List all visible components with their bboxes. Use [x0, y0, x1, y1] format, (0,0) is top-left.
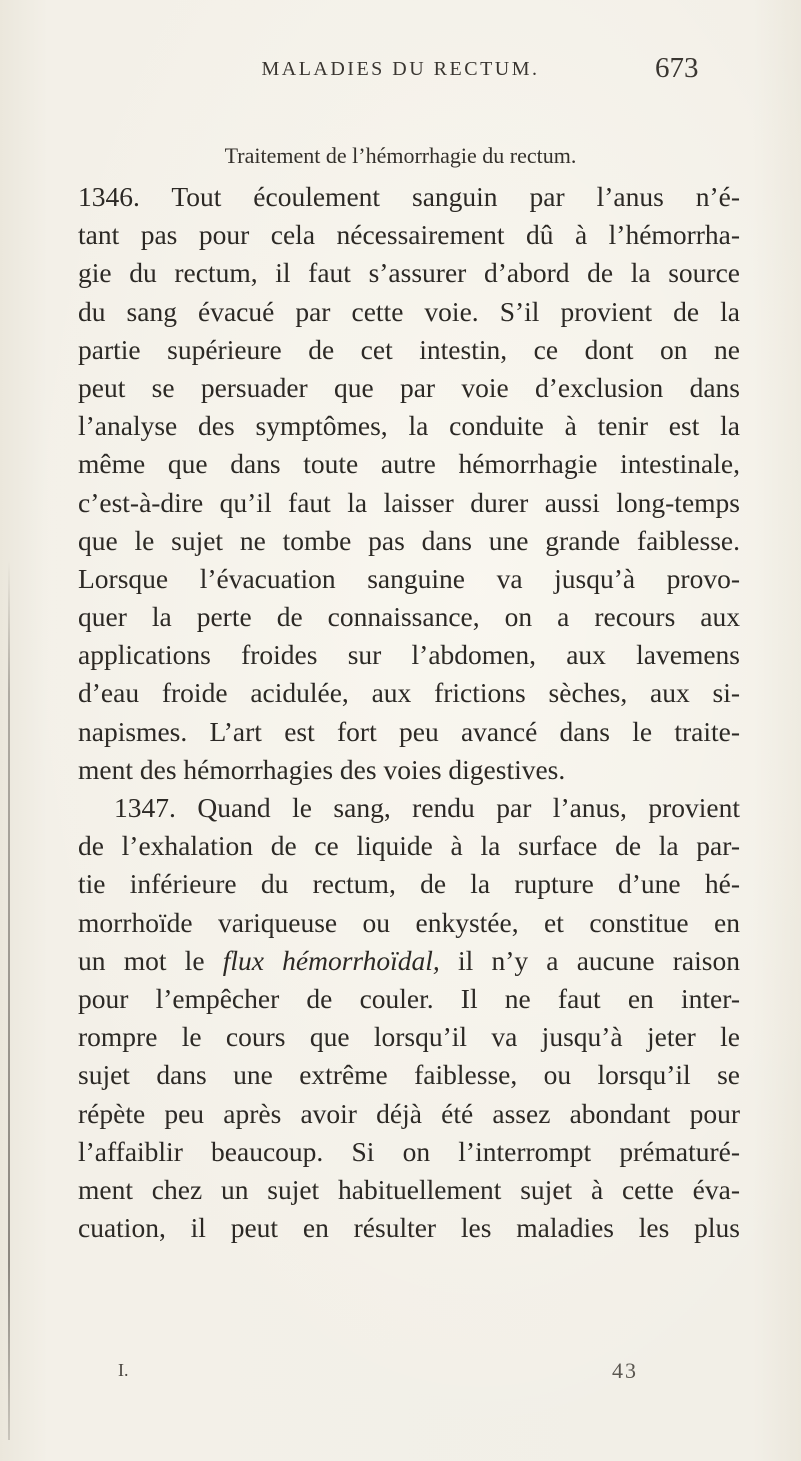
- page-number: 673: [655, 52, 699, 84]
- text-line: de l’exhalation de ce liquide à la surface de la par-: [78, 830, 740, 862]
- text-line: cuation, il peut en résulter les maladies les plus: [78, 1212, 740, 1244]
- body-text: [78, 178, 740, 1247]
- binding-shadow: [8, 560, 10, 1440]
- page-footer: [0, 1360, 801, 1390]
- text-line: l’affaiblir beaucoup. Si on l’interrompt prématuré-: [78, 1135, 740, 1167]
- text-line: napismes. L’art est fort peu avancé dans le traite-: [78, 715, 740, 747]
- text-line: 1346. Tout écoulement sanguin par l’anus n’é-: [78, 181, 740, 212]
- text-line: du sang évacué par cette voie. S’il provient de la: [78, 295, 740, 327]
- text-line: 1347. Quand le sang, rendu par l’anus, provient: [114, 792, 740, 823]
- running-head: [0, 52, 801, 92]
- volume-signature: I.: [118, 1360, 129, 1380]
- text-line: gie du rectum, il faut s’assurer d’abord de la source: [78, 257, 740, 289]
- text-line-with-italic: [78, 942, 740, 980]
- running-head-title: MALADIES DU RECTUM.: [261, 58, 540, 80]
- text-line: même que dans toute autre hémorrhagie intestinale,: [78, 448, 740, 480]
- text-line: que le sujet ne tombe pas dans une grande faiblesse.: [78, 524, 740, 556]
- text-segment: un mot le: [78, 944, 223, 976]
- text-line: morrhoïde variqueuse ou enkystée, et constitue en: [78, 906, 740, 938]
- text-line: tie inférieure du rectum, de la rupture d’une hé-: [78, 868, 740, 900]
- text-line: c’est-à-dire qu’il faut la laisser durer aussi long-temps: [78, 486, 740, 518]
- text-line: d’eau froide acidulée, aux frictions sèches, aux si-: [78, 677, 740, 709]
- text-line: rompre le cours que lorsqu’il va jusqu’à jeter le: [78, 1021, 740, 1053]
- italic-term: flux hémorrhoïdal,: [222, 944, 440, 976]
- text-line: répète peu après avoir déjà été assez abondant pour: [78, 1097, 740, 1129]
- text-line: ment chez un sujet habituellement sujet à cette éva-: [78, 1173, 740, 1205]
- text-line: l’analyse des symptômes, la conduite à tenir est la: [78, 410, 740, 442]
- text-line: quer la perte de connaissance, on a recours aux: [78, 601, 740, 633]
- text-line: sujet dans une extrême faiblesse, ou lorsqu’il se: [78, 1059, 740, 1091]
- text-line: ment des hémorrhagies des voies digestives.: [78, 753, 566, 785]
- text-line: tant pas pour cela nécessairement dû à l’hémorrha-: [78, 219, 740, 251]
- text-line: peut se persuader que par voie d’exclusion dans: [78, 371, 740, 403]
- text-line: applications froides sur l’abdomen, aux lavemens: [78, 639, 740, 671]
- gathering-signature: 43: [612, 1358, 638, 1383]
- text-line: partie supérieure de cet intestin, ce dont on ne: [78, 333, 740, 365]
- text-segment: il n’y a aucune raison: [439, 944, 740, 976]
- text-line: pour l’empêcher de couler. Il ne faut en inter-: [78, 982, 740, 1014]
- section-heading: Traitement de l’hémorrhagie du rectum.: [224, 143, 577, 168]
- text-line: Lorsque l’évacuation sanguine va jusqu’à provo-: [78, 562, 740, 594]
